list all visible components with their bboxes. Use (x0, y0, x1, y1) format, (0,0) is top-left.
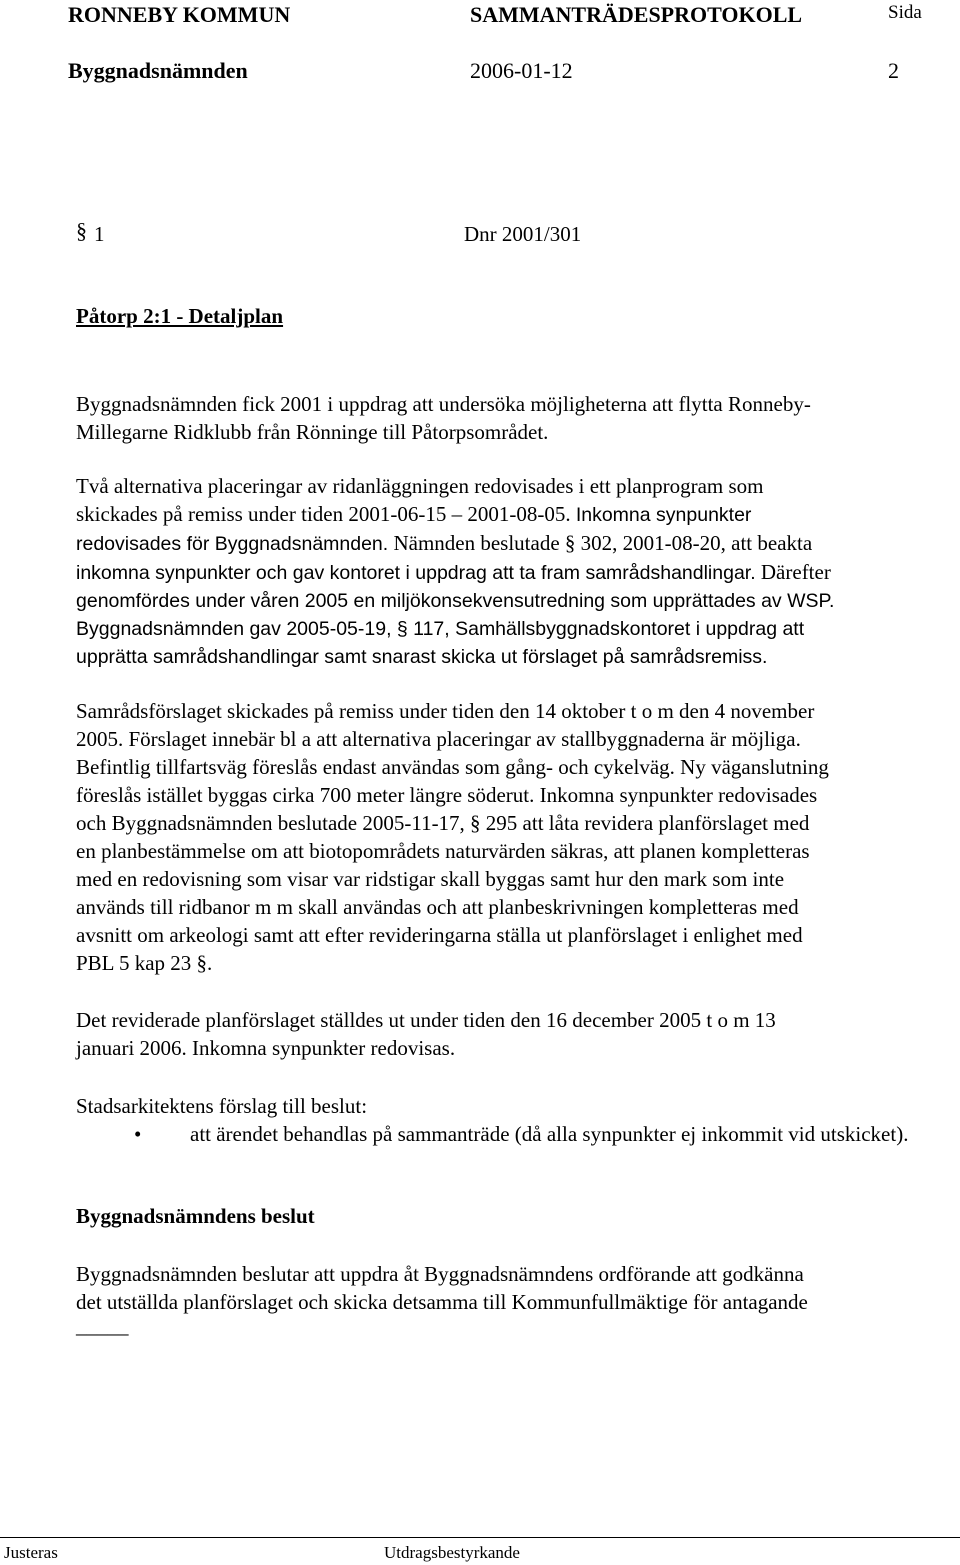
text-line: avsnitt om arkeologi samt att efter revideringarna ställa ut planförslaget i enlighet med (76, 923, 803, 947)
text-line: Byggnadsnämnden fick 2001 i uppdrag att undersöka möjligheterna att flytta Ronneby- (76, 392, 811, 416)
footer-justeras: Justeras (4, 1543, 58, 1562)
section-sign: § (76, 218, 87, 243)
document-type: SAMMANTRÄDESPROTOKOLL (470, 2, 803, 27)
bullet-icon: • (134, 1122, 142, 1146)
paragraph-intro (76, 390, 936, 446)
text-line: 2005. Förslaget innebär bl a att alternativa placeringar av stallbyggnaderna är möjliga. (76, 727, 801, 751)
text-line: föreslås istället byggas cirka 700 meter längre söderut. Inkomna synpunkter redovisades (76, 783, 818, 807)
meeting-date: 2006-01-12 (470, 58, 573, 83)
text-span: redovisades för Byggnadsnämnden. (76, 533, 389, 555)
end-rule: _____ (76, 1314, 129, 1338)
text-line: och Byggnadsnämnden beslutade 2005-11-17, § 295 att låta revidera planförslaget med (76, 811, 810, 835)
text-line: Millegarne Ridklubb från Rönninge till Påtorpsområdet. (76, 420, 549, 444)
text-line: Befintlig tillfartsväg föreslås endast användas som gång- och cykelväg. Ny väganslutning (76, 755, 829, 779)
bullet-text: att ärendet behandlas på sammanträde (då alla synpunkter ej inkommit vid utskicket). (190, 1122, 909, 1146)
text-line: med en redovisning som visar var ridstigar skall byggas samt hur den mark som inte (76, 867, 785, 891)
text-line (76, 500, 936, 529)
text-span: inkomna synpunkter och gav kontoret i uppdrag att ta fram samrådshandlingar. (76, 562, 756, 584)
footer-utdragsbestyrkande: Utdragsbestyrkande (384, 1543, 520, 1562)
text-line: Det reviderade planförslaget ställdes ut under tiden den 16 december 2005 t o m 13 (76, 1008, 776, 1032)
organization-name: RONNEBY KOMMUN (68, 2, 291, 27)
text-line: genomfördes under våren 2005 en miljökonsekvensutredning som upprättades av WSP. (76, 590, 835, 612)
text-line: upprätta samrådshandlingar samt snarast skicka ut förslaget på samrådsremiss. (76, 646, 768, 668)
item-title: Påtorp 2:1 - Detaljplan (76, 304, 284, 328)
text-line: Två alternativa placeringar av ridanläggningen redovisades i ett planprogram som (76, 474, 764, 498)
text-line: Byggnadsnämnden beslutar att uppdra åt Byggnadsnämndens ordförande att godkänna (76, 1262, 804, 1286)
paragraph-exhibition (76, 1006, 936, 1062)
dnr-reference: Dnr 2001/301 (464, 222, 582, 246)
text-line (76, 558, 936, 587)
page-label: Sida (888, 2, 922, 23)
text-line: januari 2006. Inkomna synpunkter redovisas. (76, 1036, 456, 1060)
text-line: Byggnadsnämnden gav 2005-05-19, § 117, Samhällsbyggnadskontoret i uppdrag att (76, 618, 805, 640)
paragraph-consultation (76, 697, 936, 977)
text-span: Inkomna synpunkter (575, 504, 752, 526)
item-number: 1 (94, 222, 105, 246)
text-span: skickades på remiss under tiden 2001-06-15 – 2001-08-05. (76, 502, 576, 526)
text-span: Nämnden beslutade § 302, 2001-08-20, att beakta (388, 531, 813, 555)
text-span: Därefter (755, 560, 831, 584)
proposal-heading: Stadsarkitektens förslag till beslut: (76, 1094, 368, 1118)
decision-heading: Byggnadsnämndens beslut (76, 1204, 315, 1228)
page-number: 2 (888, 58, 899, 83)
footer-divider (0, 1537, 960, 1538)
text-line: PBL 5 kap 23 §. (76, 951, 213, 975)
text-line: Samrådsförslaget skickades på remiss under tiden den 14 oktober t o m den 4 november (76, 699, 815, 723)
paragraph-history (76, 472, 936, 671)
text-line: en planbestämmelse om att biotopområdets naturvärden säkras, att planen kompletteras (76, 839, 810, 863)
text-line (76, 529, 936, 558)
text-line: används till ridbanor m m skall användas och att planbeskrivningen kompletteras med (76, 895, 799, 919)
text-line: det utställda planförslaget och skicka detsamma till Kommunfullmäktige för antagande (76, 1290, 808, 1314)
decision-text (76, 1260, 936, 1316)
committee-name: Byggnadsnämnden (68, 58, 248, 83)
